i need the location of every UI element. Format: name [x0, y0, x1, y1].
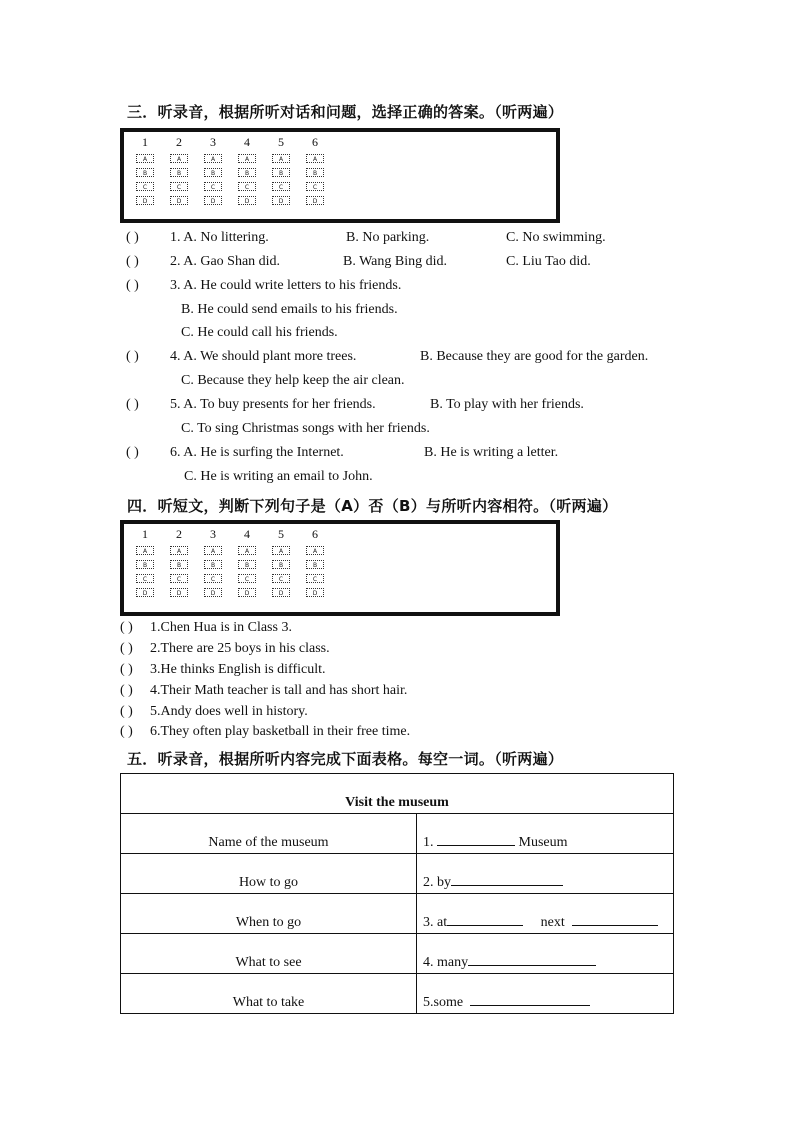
answer-prefix: 4. many	[423, 955, 469, 970]
bubble-d[interactable]: D	[204, 196, 222, 205]
option-b: B. Because they are good for the garden.	[420, 349, 649, 364]
bubble-c[interactable]: C	[204, 182, 222, 191]
bubble-c[interactable]: C	[238, 182, 256, 191]
bubble-d[interactable]: D	[170, 588, 188, 597]
bubble-a[interactable]: A	[238, 154, 256, 163]
bubble-b[interactable]: B	[238, 560, 256, 569]
museum-table	[120, 773, 674, 1014]
bubble-b[interactable]: B	[306, 560, 324, 569]
option-b: B. He could send emails to his friends.	[181, 302, 398, 317]
bubble-a[interactable]: A	[238, 546, 256, 555]
bubble-c[interactable]: C	[238, 574, 256, 583]
bubble-c[interactable]: C	[136, 574, 154, 583]
answer-prefix: 1.	[423, 835, 437, 850]
answer-paren[interactable]: ( )	[120, 620, 133, 635]
option-c: C. Liu Tao did.	[506, 254, 591, 269]
statement-text: 5.Andy does well in history.	[150, 704, 308, 719]
sheet3-col-5	[269, 132, 293, 205]
bubble-d[interactable]: D	[136, 588, 154, 597]
answer-sheet-4	[120, 520, 560, 616]
bubble-b[interactable]: B	[272, 168, 290, 177]
option-c: C. He could call his friends.	[181, 325, 338, 340]
table-row	[121, 974, 674, 1014]
bubble-b[interactable]: B	[204, 168, 222, 177]
sheet-number: 3	[210, 135, 216, 149]
sheet3-col-1	[133, 132, 157, 205]
option-a: 5. A. To buy presents for her friends.	[170, 397, 376, 412]
bubble-b[interactable]: B	[204, 560, 222, 569]
answer-paren[interactable]: ( )	[126, 230, 139, 245]
bubble-a[interactable]: A	[272, 546, 290, 555]
bubble-a[interactable]: A	[136, 154, 154, 163]
row-label: When to go	[121, 894, 417, 934]
option-c: C. To sing Christmas songs with her friends.	[181, 421, 430, 436]
bubble-c[interactable]: C	[306, 574, 324, 583]
answer-paren[interactable]: ( )	[120, 704, 133, 719]
answer-sheet-3	[120, 128, 560, 223]
bubble-a[interactable]: A	[272, 154, 290, 163]
sheet4-col-6	[303, 524, 327, 597]
bubble-a[interactable]: A	[170, 546, 188, 555]
answer-paren[interactable]: ( )	[126, 445, 139, 460]
blank-1[interactable]	[437, 833, 515, 846]
statement-text: 4.Their Math teacher is tall and has short hair.	[150, 683, 408, 698]
row-answer-1	[417, 814, 674, 854]
bubble-d[interactable]: D	[272, 588, 290, 597]
sheet-number: 2	[176, 135, 182, 149]
bubble-b[interactable]: B	[170, 168, 188, 177]
option-b: B. To play with her friends.	[430, 397, 584, 412]
bubble-d[interactable]: D	[170, 196, 188, 205]
sheet-number: 6	[312, 135, 318, 149]
option-a: 6. A. He is surfing the Internet.	[170, 445, 344, 460]
sheet3-col-3	[201, 132, 225, 205]
answer-paren[interactable]: ( )	[120, 641, 133, 656]
row-label: How to go	[121, 854, 417, 894]
sheet4-col-4	[235, 524, 259, 597]
bubble-b[interactable]: B	[136, 560, 154, 569]
option-c: C. He is writing an email to John.	[184, 469, 373, 484]
bubble-b[interactable]: B	[238, 168, 256, 177]
option-b: B. He is writing a letter.	[424, 445, 559, 460]
bubble-a[interactable]: A	[306, 546, 324, 555]
bubble-c[interactable]: C	[170, 574, 188, 583]
sheet3-col-2	[167, 132, 191, 205]
answer-prefix: 5.some	[423, 995, 471, 1010]
bubble-c[interactable]: C	[136, 182, 154, 191]
bubble-b[interactable]: B	[272, 560, 290, 569]
statement-text: 6.They often play basketball in their free time.	[150, 724, 411, 739]
bubble-a[interactable]: A	[170, 154, 188, 163]
blank-4[interactable]	[468, 953, 596, 966]
bubble-b[interactable]: B	[306, 168, 324, 177]
answer-paren[interactable]: ( )	[126, 254, 139, 269]
bubble-a[interactable]: A	[204, 154, 222, 163]
bubble-a[interactable]: A	[136, 546, 154, 555]
bubble-d[interactable]: D	[306, 196, 324, 205]
statement-text: 2.There are 25 boys in his class.	[150, 641, 330, 656]
blank-3b[interactable]	[572, 913, 658, 926]
bubble-c[interactable]: C	[306, 182, 324, 191]
blank-5[interactable]	[470, 993, 590, 1006]
bubble-d[interactable]: D	[204, 588, 222, 597]
sheet-number: 2	[176, 527, 182, 541]
answer-paren[interactable]: ( )	[126, 349, 139, 364]
table-row	[121, 934, 674, 974]
row-answer-3	[417, 894, 674, 934]
option-b: B. Wang Bing did.	[343, 254, 448, 269]
sheet-number: 6	[312, 527, 318, 541]
row-label: Name of the museum	[121, 814, 417, 854]
bubble-d[interactable]: D	[136, 196, 154, 205]
bubble-c[interactable]: C	[272, 574, 290, 583]
sheet3-col-6	[303, 132, 327, 205]
row-label: What to see	[121, 934, 417, 974]
sheet-number: 5	[278, 135, 284, 149]
answer-suffix: Museum	[515, 835, 568, 850]
sheet-number: 3	[210, 527, 216, 541]
bubble-a[interactable]: A	[306, 154, 324, 163]
section4-heading: 四．听短文，判断下列句子是（A）否（B）与所听内容相符。（听两遍）	[127, 497, 618, 515]
option-a: 4. A. We should plant more trees.	[170, 349, 357, 364]
row-answer-5	[417, 974, 674, 1014]
option-a: 3. A. He could write letters to his friends.	[170, 278, 402, 293]
answer-prefix: 3. at	[423, 915, 448, 930]
bubble-d[interactable]: D	[272, 196, 290, 205]
option-c: C. No swimming.	[506, 230, 606, 245]
blank-3a[interactable]	[447, 913, 523, 926]
bubble-d[interactable]: D	[306, 588, 324, 597]
row-label: What to take	[121, 974, 417, 1014]
table-row	[121, 854, 674, 894]
bubble-c[interactable]: C	[204, 574, 222, 583]
sheet4-col-5	[269, 524, 293, 597]
blank-2[interactable]	[451, 873, 563, 886]
bubble-b[interactable]: B	[136, 168, 154, 177]
answer-paren[interactable]: ( )	[120, 683, 133, 698]
table-row	[121, 814, 674, 854]
bubble-b[interactable]: B	[170, 560, 188, 569]
sheet-number: 5	[278, 527, 284, 541]
table-title: Visit the museum	[121, 774, 674, 814]
option-a: 2. A. Gao Shan did.	[170, 254, 281, 269]
answer-prefix: 2. by	[423, 875, 451, 890]
sheet-number: 4	[244, 527, 250, 541]
bubble-a[interactable]: A	[204, 546, 222, 555]
row-answer-2	[417, 854, 674, 894]
sheet4-col-2	[167, 524, 191, 597]
answer-paren[interactable]: ( )	[126, 278, 139, 293]
bubble-c[interactable]: C	[170, 182, 188, 191]
sheet4-col-1	[133, 524, 157, 597]
sheet-number: 1	[142, 527, 148, 541]
sheet3-col-4	[235, 132, 259, 205]
sheet4-col-3	[201, 524, 225, 597]
row-answer-4	[417, 934, 674, 974]
statement-text: 1.Chen Hua is in Class 3.	[150, 620, 292, 635]
section3-heading: 三．听录音，根据所听对话和问题，选择正确的答案。（听两遍）	[127, 103, 564, 121]
sheet-number: 1	[142, 135, 148, 149]
section5-heading: 五．听录音，根据所听内容完成下面表格。每空一词。（听两遍）	[127, 750, 564, 768]
statement-text: 3.He thinks English is difficult.	[150, 662, 326, 677]
option-a: 1. A. No littering.	[170, 230, 269, 245]
answer-mid: next	[523, 915, 572, 930]
sheet-number: 4	[244, 135, 250, 149]
bubble-c[interactable]: C	[272, 182, 290, 191]
option-c: C. Because they help keep the air clean.	[181, 373, 405, 388]
answer-paren[interactable]: ( )	[120, 724, 133, 739]
answer-paren[interactable]: ( )	[120, 662, 133, 677]
bubble-d[interactable]: D	[238, 588, 256, 597]
option-b: B. No parking.	[346, 230, 430, 245]
answer-paren[interactable]: ( )	[126, 397, 139, 412]
table-row	[121, 894, 674, 934]
bubble-d[interactable]: D	[238, 196, 256, 205]
